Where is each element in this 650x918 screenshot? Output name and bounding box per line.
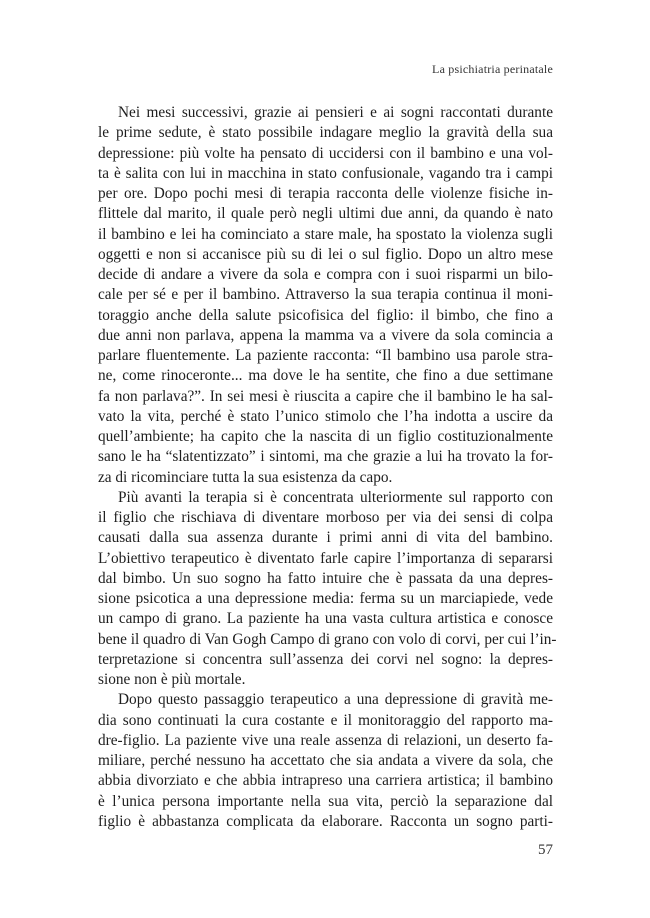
- text-line: le prime sedute, è stato possibile indagare meglio la gravità della sua: [98, 124, 553, 142]
- text-line: abbia divorziato e che abbia intrapreso una carriera artistica; il bambino: [98, 772, 553, 790]
- text-line: due anni non parlava, appena la mamma va a vivere da sola comincia a: [98, 326, 553, 344]
- text-line: depressione: più volte ha pensato di uccidersi con il bambino e una vol-: [98, 144, 553, 162]
- text-line: sano le ha “slatentizzato” i sintomi, ma che grazie a lui ha trovato la for-: [98, 448, 553, 466]
- text-line: L’obiettivo terapeutico è diventato farle capire l’importanza di separarsi: [98, 549, 553, 567]
- text-line: è l’unica persona importante nella sua vita, perciò la separazione dal: [98, 792, 553, 810]
- text-line: sione non è più mortale.: [98, 671, 246, 688]
- text-line: fa non parlava?”. In sei mesi è riuscita a capire che il bambino le ha sal-: [98, 387, 553, 405]
- text-line: za di ricominciare tutta la sua esistenza da capo.: [98, 468, 393, 486]
- text-line: ne, come rinoceronte... ma dove le ha sentite, che fino a due settimane: [98, 367, 553, 385]
- text-line: Più avanti la terapia si è concentrata ulteriormente sul rapporto con: [118, 488, 553, 506]
- text-line: dia sono continuati la cura costante e il monitoraggio del rapporto ma-: [98, 711, 553, 729]
- text-line: sione psicotica a una depressione media: ferma su un marciapiede, vede: [98, 590, 553, 607]
- text-line: oggetti e non si accanisce più su di lei o sul figlio. Dopo un altro mese: [98, 245, 553, 263]
- text-line: toraggio anche della salute psicofisica del figlio: il bimbo, che fino a: [98, 306, 553, 324]
- text-line: parlare fluentemente. La paziente racconta: “Il bambino usa parole stra-: [98, 347, 553, 364]
- text-line: decide di andare a vivere da sola e compra con i suoi risparmi un bilo-: [98, 266, 553, 283]
- text-line: bene il quadro di Van Gogh Campo di grano con volo di corvi, per cui l’in-: [98, 630, 557, 648]
- text-line: il bambino e lei ha cominciato a stare male, ha spostato la violenza sugli: [98, 225, 553, 243]
- paragraph-2: [98, 488, 557, 691]
- text-line: cale per sé e per il bambino. Attraverso la sua terapia continua il moni-: [98, 286, 553, 304]
- text-line: ta è salita con lui in macchina in stato confusionale, vagando tra i campi: [98, 164, 553, 182]
- body-text: [98, 103, 557, 832]
- text-line: causati dalla sua assenza durante i primi anni di vita del bambino.: [98, 529, 553, 547]
- text-line: un campo di grano. La paziente ha una vasta cultura artistica e conosce: [98, 610, 553, 628]
- text-line: miliare, perché nessuno ha accettato che sia andata a vivere da sola, che: [98, 752, 553, 769]
- text-line: il figlio che rischiava di diventare morboso per via dei sensi di colpa: [98, 509, 553, 526]
- text-line: dal bimbo. Un suo sogno ha fatto intuire che è passata da una depres-: [98, 569, 553, 587]
- running-header: La psichiatria perinatale: [432, 62, 553, 76]
- paragraph-3: [98, 690, 553, 832]
- paragraph-1: [98, 103, 553, 488]
- text-line: quell’ambiente; ha capito che la nascita di un figlio costituzionalmente: [98, 428, 553, 445]
- text-line: per ore. Dopo pochi mesi di terapia racconta delle violenze fisiche in-: [98, 185, 553, 202]
- text-line: flittele dal marito, il quale però negli ultimi due anni, da quando è nato: [98, 205, 553, 223]
- page-number: 57: [538, 842, 553, 858]
- text-line: figlio è abbastanza complicata da elaborare. Racconta un sogno parti-: [98, 812, 553, 830]
- text-line: vato la vita, perché è stato l’unico stimolo che l’ha indotta a uscire da: [98, 407, 553, 425]
- text-line: terpretazione si concentra sull’assenza dei corvi nel sogno: la depres-: [98, 650, 553, 668]
- text-line: Dopo questo passaggio terapeutico a una depressione di gravità me-: [118, 691, 553, 709]
- text-line: dre-figlio. La paziente vive una reale assenza di relazioni, un deserto fa-: [98, 731, 553, 749]
- text-line: Nei mesi successivi, grazie ai pensieri e ai sogni raccontati durante: [118, 104, 553, 121]
